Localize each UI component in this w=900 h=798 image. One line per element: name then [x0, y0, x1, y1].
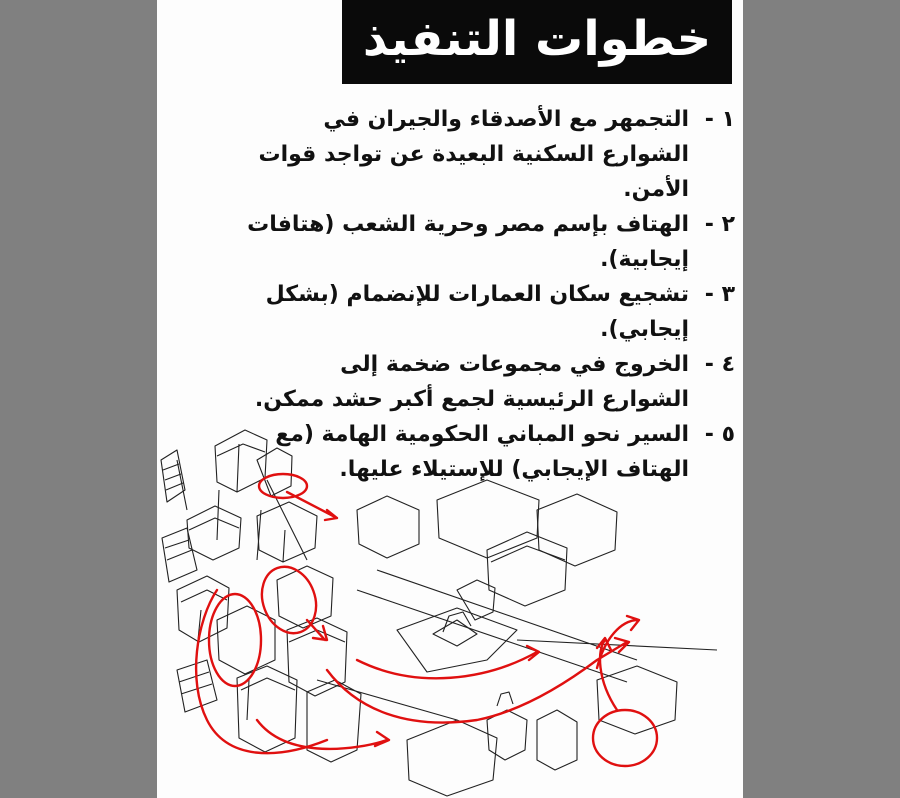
step-text: الخروج في مجموعات ضخمة إلى الشوارع الرئيسية لجمع أكبر حشد ممكن.: [254, 352, 689, 412]
step-number: ٣ -: [704, 282, 735, 307]
step-number: ٤ -: [704, 352, 735, 377]
title-banner: [342, 0, 732, 84]
step-item: [247, 277, 735, 347]
route-arrows: [196, 474, 657, 766]
city-sketch-illustration: [157, 420, 743, 798]
step-number: ١ -: [704, 107, 735, 132]
step-item: [247, 207, 735, 277]
step-item: [247, 347, 735, 417]
step-number: ٢ -: [704, 212, 735, 237]
page-title: خطوات التنفيذ: [362, 11, 712, 67]
step-text: الهتاف بإسم مصر وحرية الشعب (هتافات إيجابية).: [247, 212, 689, 272]
building-sketches: [161, 430, 717, 796]
document-page: [157, 0, 743, 798]
step-text: تشجيع سكان العمارات للإنضمام (بشكل إيجابي).: [265, 282, 689, 342]
step-number: ٥ -: [704, 422, 735, 447]
step-item: [247, 102, 735, 207]
step-text: السير نحو المباني الحكومية الهامة (مع الهتاف الإيجابي) للإستيلاء عليها.: [275, 422, 689, 482]
step-text: التجمهر مع الأصدقاء والجيران في الشوارع السكنية البعيدة عن تواجد قوات الأمن.: [258, 107, 689, 202]
